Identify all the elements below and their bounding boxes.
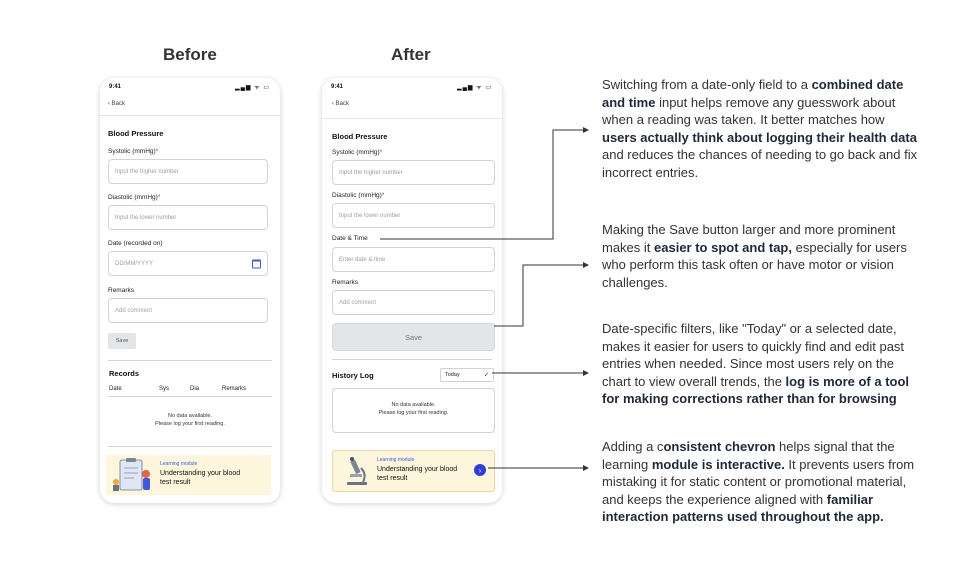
remarks-label: Remarks — [108, 287, 135, 294]
datetime-placeholder: Enter date & time — [339, 256, 386, 263]
annotation-line-1 — [380, 130, 588, 239]
col-dia: Dia — [190, 386, 200, 392]
chevron-down-icon: ✓ — [483, 372, 489, 379]
annotation-line-2 — [494, 265, 588, 326]
learning-module-label: Learning module — [377, 457, 415, 463]
no-data-message: No data available. Please log your first reading. — [155, 413, 225, 427]
learning-module-title: Understanding your blood test result — [377, 466, 458, 482]
learning-module-title: Understanding your blood test result — [160, 470, 241, 486]
note-save-button: Making the Save button larger and more prominent makes it easier to spot and tap, especially for users who perform this task often or have motor or vision challenges. — [602, 222, 907, 290]
note-chevron: Adding a consistent chevron helps signal that the learning module is interactive. It prevents users from mistaking it for static content or promotional material, and keeps the experience aligned with familiar interaction patterns used throughout the app. — [602, 439, 915, 524]
no-data-message: No data available. Please log your first reading. — [378, 402, 449, 416]
back-label: Back — [335, 101, 350, 107]
save-button[interactable]: Save — [108, 333, 136, 349]
learning-module-label: Learning module — [160, 461, 198, 467]
before-heading: Before — [163, 45, 217, 64]
systolic-label: Systolic (mmHg)* — [332, 149, 383, 156]
note-datetime: Switching from a date-only field to a combined date and time input helps remove any guesswork about when a reading was taken. It better matches how users actually think about logging their health data and reduces the chances of needing to go back and fix incorrect entries. — [602, 77, 918, 180]
chevron-left-icon: ‹ — [108, 101, 110, 107]
remarks-placeholder: Add comment — [339, 299, 377, 306]
section-title: Blood Pressure — [108, 129, 164, 138]
chevron-left-icon: ‹ — [332, 101, 334, 107]
diastolic-placeholder: Input the lower number — [339, 212, 401, 219]
diastolic-placeholder: Input the lower number — [115, 214, 177, 221]
filter-value: Today — [445, 372, 460, 378]
col-sys: Sys — [159, 386, 170, 392]
systolic-placeholder: Input the higher number — [115, 168, 179, 175]
diastolic-label: Diastolic (mmHg)* — [108, 194, 161, 201]
status-time: 9:41 — [109, 84, 122, 90]
systolic-placeholder: Input the higher number — [339, 169, 403, 176]
date-label: Date (recorded on) — [108, 240, 163, 247]
save-button[interactable]: Save — [332, 323, 495, 351]
after-heading: After — [391, 45, 431, 64]
status-time: 9:41 — [331, 84, 344, 90]
history-title: History Log — [332, 371, 374, 380]
col-remarks: Remarks — [222, 386, 247, 392]
note-filters: Date-specific filters, like "Today" or a selected date, makes it easier for users to quickly find and edit past entries when needed. Since most users rely on the chart to view overall trends, the log is more of a tool for making corrections rather than for browsing — [602, 321, 910, 406]
datetime-label: Date & Time — [332, 235, 368, 242]
chevron-right-icon[interactable]: › — [474, 464, 486, 476]
back-label: Back — [111, 101, 126, 107]
records-title: Records — [109, 369, 140, 378]
status-icons: ▂▄▆ ᯤ ▭ — [457, 85, 492, 91]
remarks-placeholder: Add comment — [115, 307, 153, 314]
date-placeholder: DD/MM/YYYY — [115, 260, 154, 267]
remarks-label: Remarks — [332, 279, 359, 286]
diastolic-label: Diastolic (mmHg)* — [332, 192, 385, 199]
status-icons: ▂▄▆ ᯤ ▭ — [235, 85, 270, 91]
section-title: Blood Pressure — [332, 132, 388, 141]
col-date: Date — [109, 386, 122, 392]
systolic-label: Systolic (mmHg)* — [108, 148, 159, 155]
